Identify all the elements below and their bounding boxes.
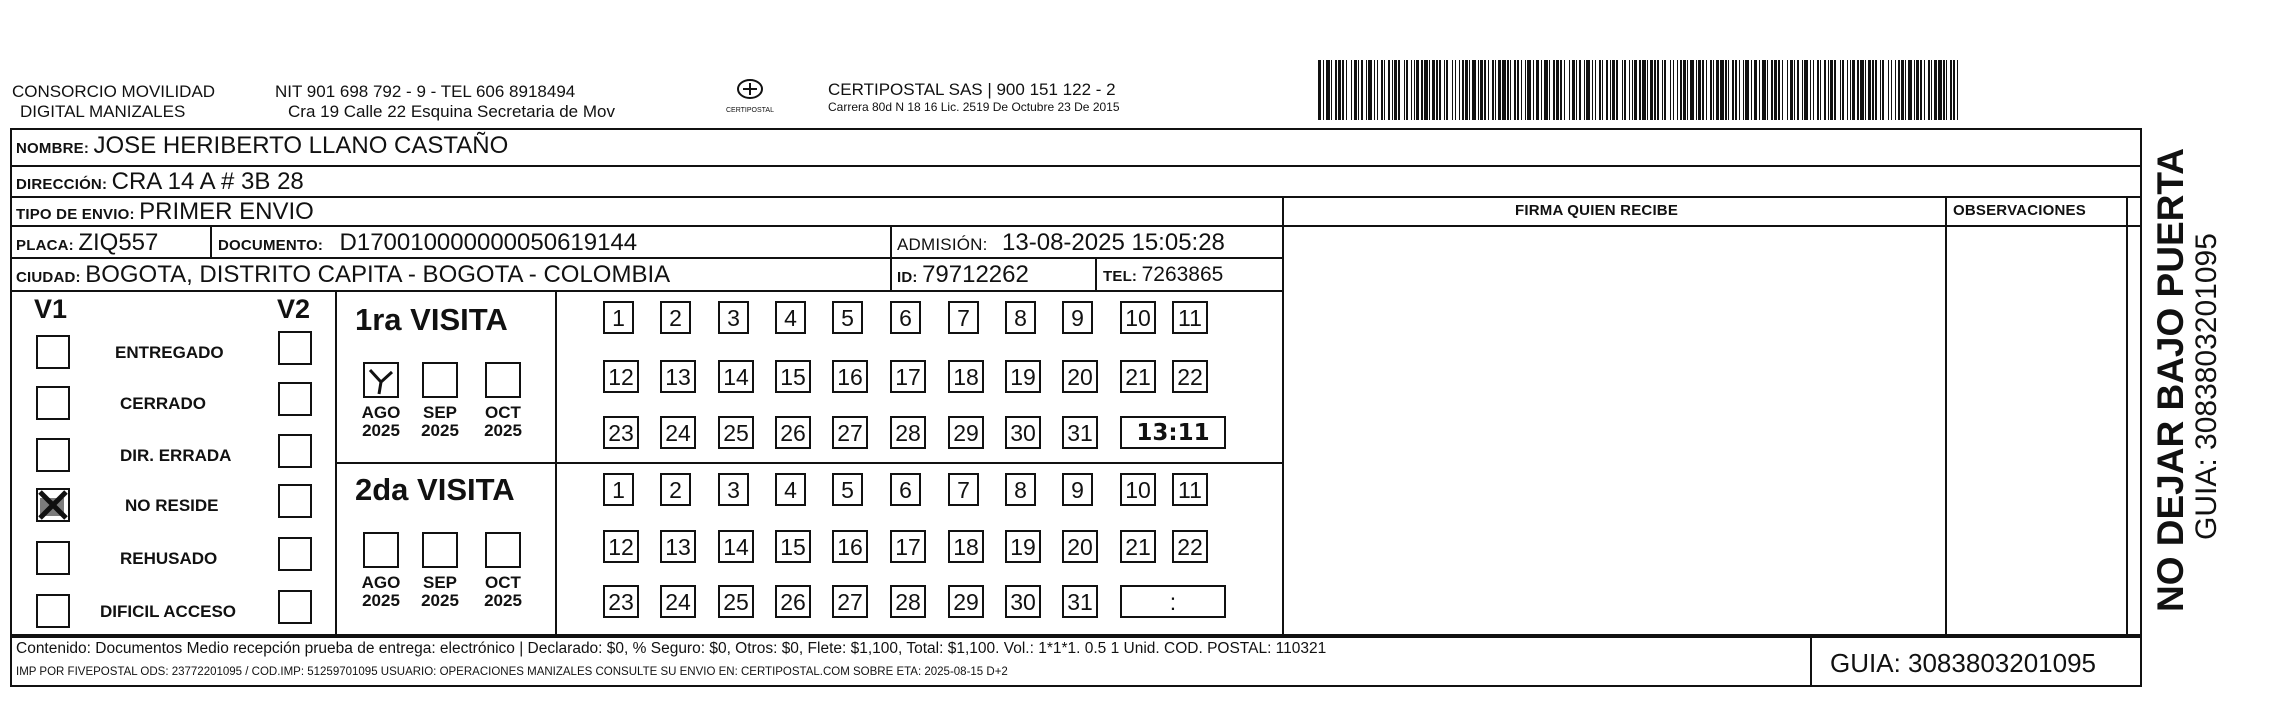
day-box[interactable]: 11	[1172, 301, 1208, 334]
nombre-value: JOSE HERIBERTO LLANO CASTAÑO	[93, 132, 509, 159]
v2-checkbox[interactable]	[278, 434, 312, 468]
tel-label: TEL:	[1103, 268, 1138, 285]
v1-checkbox[interactable]	[36, 386, 70, 420]
day-box[interactable]: 9	[1062, 473, 1093, 506]
reason-label: CERRADO	[120, 394, 206, 413]
month-label: SEP	[422, 573, 458, 592]
admision-row	[897, 229, 1225, 257]
observaciones-label: OBSERVACIONES	[1953, 202, 2086, 219]
tipo-envio-row	[16, 198, 314, 226]
tel-row	[1103, 263, 1223, 287]
tipo-envio-value: PRIMER ENVIO	[139, 198, 314, 225]
day-box[interactable]: 30	[1005, 585, 1041, 618]
day-box[interactable]: 7	[948, 473, 979, 506]
imp-line: IMP POR FIVEPOSTAL ODS: 23772201095 / COD.IMP: 51259701095 USUARIO: OPERACIONES MANIZALES CONSULTE SU ENVIO EN: CERTIPOSTAL.COM SOBRE ETA: 2025-08-15 D+2	[16, 666, 1008, 678]
day-box[interactable]: 18	[948, 360, 984, 393]
ciudad-row	[16, 261, 670, 289]
day-box[interactable]: 19	[1005, 360, 1041, 393]
day-box[interactable]: 29	[948, 416, 984, 449]
day-box[interactable]: 25	[718, 416, 754, 449]
day-box[interactable]: 16	[832, 530, 868, 563]
time-box[interactable]: :	[1120, 585, 1226, 618]
month-label: AGO	[361, 403, 401, 422]
month-label: OCT	[485, 573, 521, 592]
day-box[interactable]: 12	[603, 530, 639, 563]
day-box[interactable]: 26	[775, 585, 811, 618]
second-visit-label: 2da VISITA	[355, 472, 515, 507]
placa-row	[16, 229, 158, 257]
day-box[interactable]: 17	[890, 530, 926, 563]
company-line-2: DIGITAL MANIZALES	[20, 102, 186, 121]
v2-label: V2	[277, 294, 311, 324]
month-label: OCT	[485, 403, 521, 422]
nombre-label: NOMBRE:	[16, 140, 90, 157]
reason-label: NO RESIDE	[125, 496, 219, 515]
direccion-value: CRA 14 A # 3B 28	[111, 168, 304, 195]
day-box[interactable]: 3	[718, 473, 749, 506]
nombre-row	[16, 132, 508, 160]
day-box[interactable]: 14	[718, 360, 754, 393]
divider	[335, 462, 1282, 464]
no-dejar-bajo-puerta: NO DEJAR BAJO PUERTA	[2150, 148, 2191, 612]
ciudad-label: CIUDAD:	[16, 269, 81, 286]
divider	[2126, 196, 2128, 638]
carrier-address: Carrera 80d N 18 16 Lic. 2519 De Octubre 23 De 2015	[828, 100, 1120, 114]
month-label: AGO	[361, 573, 401, 592]
month-checkbox[interactable]	[422, 362, 458, 398]
day-box[interactable]: 13	[660, 530, 696, 563]
handwritten-mark-icon	[365, 364, 397, 396]
day-box[interactable]: 4	[775, 473, 806, 506]
v2-checkbox[interactable]	[278, 382, 312, 416]
logo-text: CERTIPOSTAL	[726, 107, 774, 114]
day-box[interactable]: 3	[718, 301, 749, 334]
content-line: Contenido: Documentos Medio recepción prueba de entrega: electrónico | Declarado: $0, % Seguro: $0, Otros: $0, Flete: $1,100, Total: $1,100. Vol.: 1*1*1. 0.5 1 Unid. COD. POSTAL: 110321	[16, 640, 1327, 657]
direccion-row	[16, 168, 304, 196]
carrier-line: CERTIPOSTAL SAS | 900 151 122 - 2	[828, 80, 1116, 99]
day-box[interactable]: 13	[660, 360, 696, 393]
id-value: 79712262	[922, 261, 1029, 288]
day-box[interactable]: 28	[890, 416, 926, 449]
day-box[interactable]: 25	[718, 585, 754, 618]
divider	[1282, 225, 2142, 227]
v1-checkbox[interactable]	[36, 335, 70, 369]
day-box[interactable]: 14	[718, 530, 754, 563]
v2-checkbox[interactable]	[278, 331, 312, 365]
day-box[interactable]: 17	[890, 360, 926, 393]
reason-label: ENTREGADO	[115, 343, 224, 362]
v1-checkbox[interactable]	[36, 438, 70, 472]
documento-row	[218, 229, 637, 257]
day-box[interactable]: 6	[890, 301, 921, 334]
divider	[1282, 196, 1284, 638]
day-box[interactable]: 9	[1062, 301, 1093, 334]
divider	[10, 165, 2142, 167]
day-box[interactable]: 18	[948, 530, 984, 563]
v2-checkbox[interactable]	[278, 537, 312, 571]
divider	[10, 196, 2142, 198]
day-box[interactable]: 19	[1005, 530, 1041, 563]
v1-label: V1	[34, 294, 68, 324]
v2-checkbox[interactable]	[278, 590, 312, 624]
day-box[interactable]: 24	[660, 585, 696, 618]
day-box[interactable]: 12	[603, 360, 639, 393]
guia-box: GUIA: 3083803201095	[1830, 648, 2096, 678]
v1-checkbox[interactable]	[36, 541, 70, 575]
first-visit-label: 1ra VISITA	[355, 302, 508, 337]
day-box[interactable]: 4	[775, 301, 806, 334]
day-box[interactable]: 20	[1062, 360, 1098, 393]
company-line-1: CONSORCIO MOVILIDAD	[12, 82, 216, 101]
month-checkbox[interactable]	[485, 532, 521, 568]
day-box[interactable]: 15	[775, 530, 811, 563]
day-box[interactable]: 21	[1120, 530, 1156, 563]
placa-label: PLACA:	[16, 237, 74, 254]
day-box[interactable]: 16	[832, 360, 868, 393]
day-box[interactable]: 1	[603, 301, 634, 334]
logo-icon	[735, 78, 765, 102]
day-box[interactable]: 22	[1172, 530, 1208, 563]
divider	[1945, 196, 1947, 638]
day-box[interactable]: 15	[775, 360, 811, 393]
day-box[interactable]: 10	[1120, 301, 1156, 334]
day-box[interactable]: 31	[1062, 416, 1098, 449]
reason-label: DIR. ERRADA	[120, 446, 232, 465]
day-box[interactable]: 27	[832, 416, 868, 449]
day-box[interactable]: 30	[1005, 416, 1041, 449]
v2-checkbox[interactable]	[278, 484, 312, 518]
day-box[interactable]: 22	[1172, 360, 1208, 393]
id-row	[897, 261, 1029, 289]
barcode	[1318, 60, 1958, 120]
month-checkbox[interactable]	[485, 362, 521, 398]
day-box[interactable]: 28	[890, 585, 926, 618]
divider	[10, 257, 1282, 259]
day-box[interactable]: 31	[1062, 585, 1098, 618]
day-box[interactable]: 24	[660, 416, 696, 449]
day-box[interactable]: 7	[948, 301, 979, 334]
day-box[interactable]: 29	[948, 585, 984, 618]
direccion-label: DIRECCIÓN:	[16, 176, 108, 193]
day-box[interactable]: 11	[1172, 473, 1208, 506]
tipo-envio-label: TIPO DE ENVIO:	[16, 206, 135, 223]
tel-value: 7263865	[1141, 263, 1224, 286]
firma-label: FIRMA QUIEN RECIBE	[1515, 202, 1679, 219]
day-box[interactable]: 8	[1005, 473, 1036, 506]
divider	[10, 290, 1282, 292]
year-label: 2025	[484, 591, 522, 610]
month-checkbox[interactable]	[422, 532, 458, 568]
day-box[interactable]: 23	[603, 585, 639, 618]
day-box[interactable]: 5	[832, 473, 863, 506]
year-label: 2025	[421, 421, 459, 440]
divider	[210, 225, 212, 259]
documento-label: DOCUMENTO:	[218, 237, 324, 254]
reason-label: REHUSADO	[120, 549, 218, 568]
divider	[890, 225, 892, 291]
day-box[interactable]: 5	[832, 301, 863, 334]
company-contact	[275, 82, 615, 122]
day-box[interactable]: 23	[603, 416, 639, 449]
time-box[interactable]: 13:11	[1120, 416, 1226, 449]
year-label: 2025	[362, 591, 400, 610]
divider	[1095, 258, 1097, 291]
month-label: SEP	[422, 403, 458, 422]
documento-value: D170010000000050619144	[339, 229, 638, 256]
company-name	[12, 82, 215, 122]
v1-checkbox[interactable]	[36, 594, 70, 628]
day-box[interactable]: 26	[775, 416, 811, 449]
day-box[interactable]: 6	[890, 473, 921, 506]
placa-value: ZIQ557	[78, 229, 159, 256]
day-box[interactable]: 20	[1062, 530, 1098, 563]
year-label: 2025	[421, 591, 459, 610]
day-box[interactable]: 10	[1120, 473, 1156, 506]
certipostal-logo	[720, 78, 780, 115]
day-box[interactable]: 2	[660, 473, 691, 506]
carrier-info	[828, 80, 1120, 114]
day-box[interactable]: 21	[1120, 360, 1156, 393]
v1-checkbox[interactable]	[36, 488, 70, 522]
id-label: ID:	[897, 269, 918, 286]
nit-line: NIT 901 698 792 - 9 - TEL 606 8918494	[275, 82, 576, 101]
year-label: 2025	[484, 421, 522, 440]
check-x-icon	[38, 490, 68, 520]
day-box[interactable]: 27	[832, 585, 868, 618]
month-checkbox[interactable]	[363, 532, 399, 568]
reason-label: DIFICIL ACCESO	[100, 602, 237, 621]
day-box[interactable]: 8	[1005, 301, 1036, 334]
day-box[interactable]: 2	[660, 301, 691, 334]
year-label: 2025	[362, 421, 400, 440]
admision-value: 13-08-2025 15:05:28	[1002, 229, 1225, 256]
ciudad-value: BOGOTA, DISTRITO CAPITA - BOGOTA - COLOMBIA	[85, 261, 671, 288]
month-checkbox[interactable]	[363, 362, 399, 398]
address-line: Cra 19 Calle 22 Esquina Secretaria de Mov	[288, 102, 615, 121]
admision-label: ADMISIÓN:	[897, 235, 988, 254]
side-guia: GUIA: 3083803201095	[2190, 233, 2223, 540]
day-box[interactable]: 1	[603, 473, 634, 506]
